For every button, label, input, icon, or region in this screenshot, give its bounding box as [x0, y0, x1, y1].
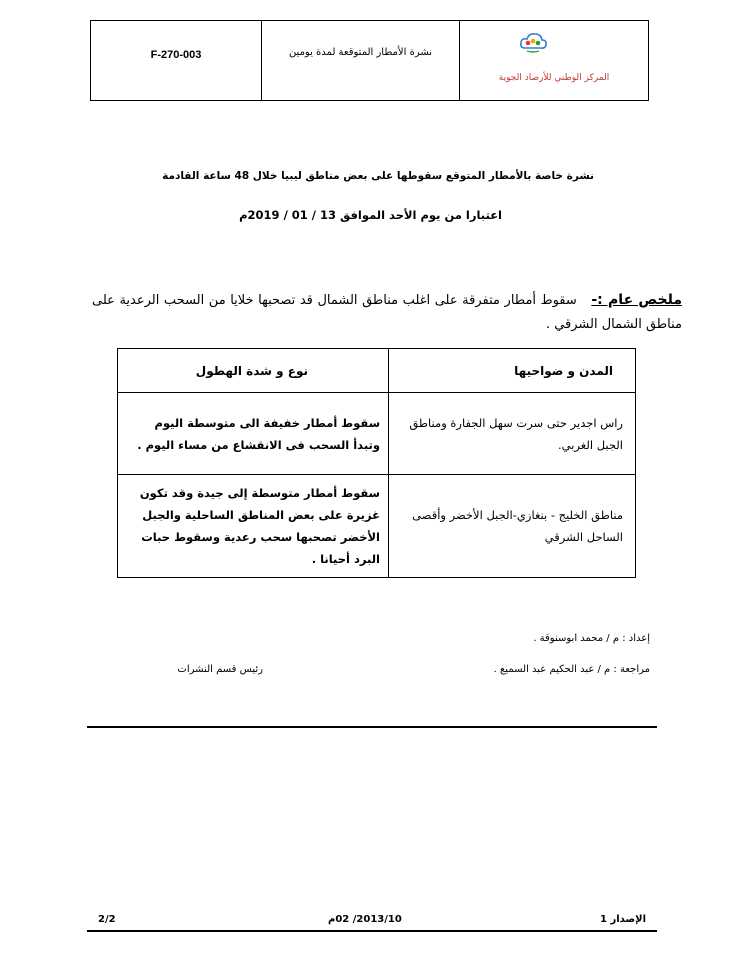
meteorology-logo-icon [518, 30, 548, 54]
page-number: 2/2 [98, 914, 116, 925]
bulletin-title-cell [262, 21, 460, 100]
column-header-cities: المدن و ضواحيها [389, 349, 636, 393]
bulletin-date-line: اعتبارا من يوم الأحد الموافق 13 / 01 / 2019م [239, 208, 502, 222]
form-code-cell [91, 21, 262, 100]
center-name: المركز الوطني للأرصاد الجوية [498, 73, 610, 83]
reviewed-by: مراجعة : م / عبد الحكيم عبد السميع . [493, 664, 650, 675]
center-cell [460, 21, 648, 100]
summary-label: ملخص عام :- [591, 292, 682, 308]
issue-date: 2013/10/ 02م [328, 914, 402, 925]
bulletin-main-title: نشرة خاصة بالأمطار المتوقع سقوطها على بعض مناطق ليبيا خلال 48 ساعة القادمة [162, 170, 594, 182]
document-header [90, 20, 649, 101]
column-header-precipitation: نوع و شدة الهطول [118, 349, 389, 393]
section-divider [87, 726, 657, 728]
forecast-table [117, 348, 636, 578]
footer-divider [87, 930, 657, 932]
table-cell-city: راس اجدير حتى سرت سهل الجفارة ومناطق الجبل الغربي. [389, 393, 636, 475]
table-cell-precipitation: سقوط أمطار متوسطة إلى جيدة وقد تكون غزيرة على بعض المناطق الساحلية والجبل الأخضر تصحبها سحب رعدية وسقوط حبات البرد أحيانا . [118, 475, 389, 578]
general-summary [92, 288, 682, 337]
head-of-bulletins-title: رئيس قسم النشرات [177, 664, 263, 675]
bulletin-title: نشرة الأمطار المتوقعة لمدة يومين [288, 47, 433, 58]
table-header-row [118, 349, 636, 393]
table-cell-city: مناطق الخليج - بنغازي-الجبل الأخضر وأقصى الساحل الشرقي [389, 475, 636, 578]
issue-number: الإصدار 1 [600, 914, 646, 925]
summary-text: سقوط أمطار متفرقة على اغلب مناطق الشمال قد تصحبها خلايا من السحب الرعدية على مناطق الشمال الشرقي . [92, 293, 682, 332]
form-code: F-270-003 [150, 49, 202, 61]
table-row [118, 393, 636, 475]
table-row [118, 475, 636, 578]
prepared-by: إعداد : م / محمد ابوسنوقة . [533, 633, 650, 644]
table-cell-precipitation: سقوط أمطار خفيفة الى متوسطة اليوم وتبدأ السحب فى الانقشاع من مساء اليوم . [118, 393, 389, 475]
